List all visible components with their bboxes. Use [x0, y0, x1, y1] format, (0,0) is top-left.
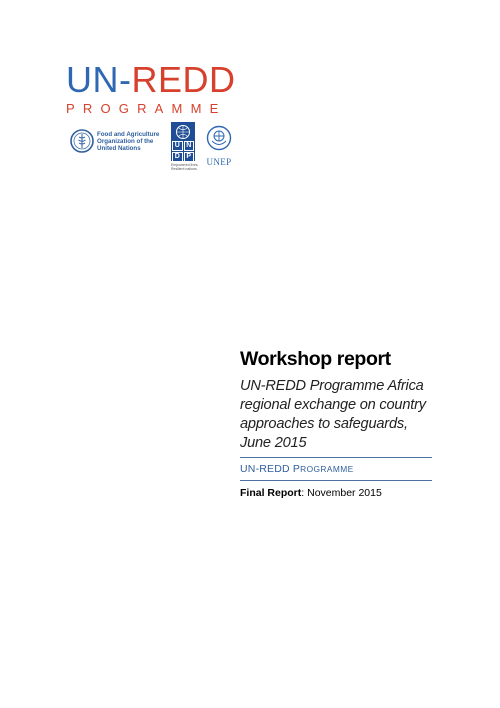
report-type-heading: Workshop report [240, 348, 391, 370]
programme-label [240, 463, 440, 476]
undp-letter: D [172, 152, 183, 162]
un-emblem-icon [171, 123, 195, 141]
unep-emblem-icon [206, 125, 232, 151]
logo-wordmark [66, 59, 236, 116]
undp-tagline: Empowered lives. Resilient nations. [171, 163, 199, 171]
final-report-separator: : [301, 487, 308, 499]
final-report-date: November 2015 [307, 487, 382, 499]
unep-logo [201, 125, 237, 167]
partner-logos [70, 122, 236, 182]
undp-letter: P [184, 152, 195, 162]
un-redd-logo [66, 59, 236, 182]
programme-label-first: UN-REDD P [240, 463, 301, 475]
title-block [240, 347, 440, 500]
logo-main-text [66, 59, 236, 100]
programme-label-rest: ROGRAMME [300, 464, 354, 474]
final-report-line [240, 487, 440, 500]
logo-redd: REDD [131, 59, 236, 100]
logo-programme: PROGRAMME [66, 101, 227, 116]
undp-letter: N [184, 141, 195, 151]
undp-box [171, 122, 195, 161]
logo-un: UN- [66, 59, 132, 100]
fao-text: Food and Agriculture Organization of the United Nations [97, 131, 160, 152]
undp-letter: U [172, 141, 183, 151]
unep-label: UNEP [206, 157, 232, 167]
undp-logo [171, 122, 199, 171]
divider [240, 480, 432, 481]
report-title: UN-REDD Programme Africa regional exchange on country approaches to safeguards, June 2015 [240, 378, 426, 451]
divider [240, 457, 432, 458]
undp-letters [172, 141, 194, 162]
fao-logo [70, 128, 166, 164]
final-report-label: Final Report [240, 487, 302, 499]
fao-emblem-icon [70, 128, 94, 154]
